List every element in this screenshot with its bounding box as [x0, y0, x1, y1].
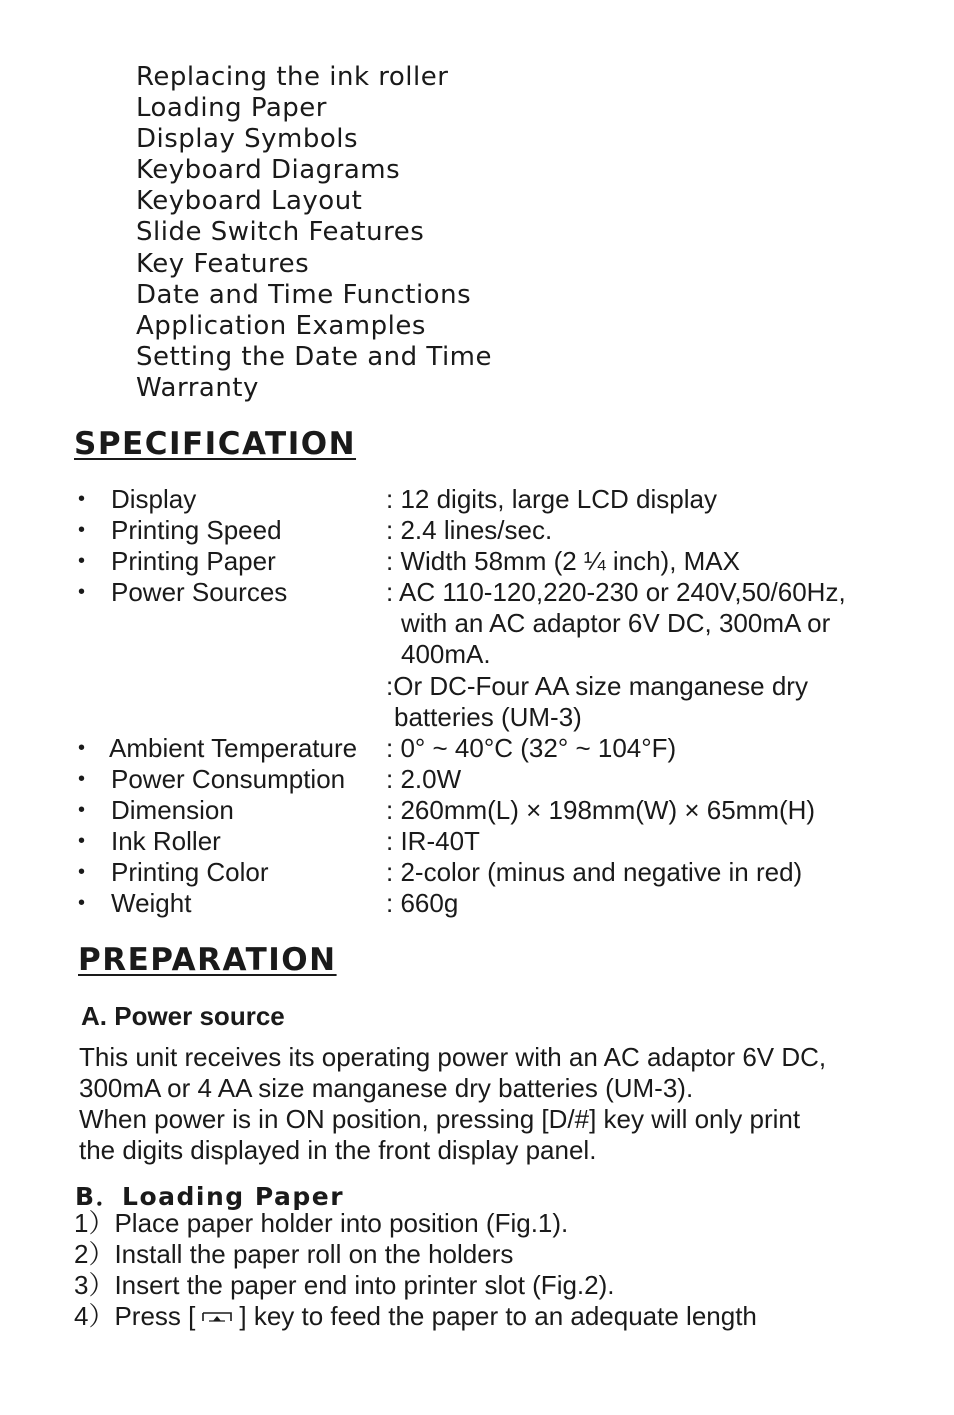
spec-row-continuation: [0, 639, 954, 670]
spec-value: with an AC adaptor 6V DC, 300mA or: [401, 608, 831, 639]
spec-label: Ambient Temperature: [109, 732, 358, 763]
spec-row-printing-color: [0, 857, 954, 888]
spec-row-continuation: [0, 608, 954, 639]
spec-label: Printing Color: [111, 857, 269, 888]
bullet-icon: •: [78, 830, 86, 853]
toc-item: Loading Paper: [136, 93, 327, 124]
spec-label: Power Sources: [111, 577, 288, 608]
step-item: [74, 1301, 757, 1332]
spec-value: : 2.4 lines/sec.: [386, 515, 553, 546]
spec-row-printing-paper: [0, 546, 954, 577]
spec-value: : 2.0W: [386, 763, 462, 794]
step-item: 2）Install the paper roll on the holders: [74, 1239, 514, 1270]
toc-item: Key Features: [136, 248, 310, 279]
loading-paper-heading: B．Loading Paper: [75, 1182, 345, 1211]
bullet-icon: •: [78, 488, 86, 510]
spec-label: Dimension: [111, 794, 234, 825]
paragraph-line: 300mA or 4 AA size manganese dry batteries (UM-3).: [79, 1073, 694, 1103]
toc-item: Setting the Date and Time: [136, 341, 493, 372]
step-item: 1）Place paper holder into position (Fig.1).: [74, 1208, 569, 1238]
bullet-icon: •: [78, 798, 86, 821]
bullet-icon: •: [78, 736, 86, 759]
spec-label: Printing Speed: [111, 515, 282, 546]
spec-row-printing-speed: [0, 515, 954, 546]
paragraph-line: This unit receives its operating power with an AC adaptor 6V DC,: [79, 1042, 827, 1072]
toc-item: Date and Time Functions: [136, 279, 472, 310]
spec-row-dimension: [0, 795, 954, 826]
preparation-heading: PREPARATION: [78, 942, 337, 978]
spec-row-display: [0, 484, 954, 515]
bullet-icon: •: [78, 581, 86, 604]
spec-label: Weight: [111, 888, 192, 919]
spec-row-ink-roller: [0, 826, 954, 857]
step-text: ] key to feed the paper to an adequate length: [239, 1301, 757, 1332]
table-of-contents: [136, 62, 492, 404]
specification-list: [0, 484, 954, 919]
toc-item: Display Symbols: [136, 124, 358, 155]
spec-value: : 2-color (minus and negative in red): [386, 857, 803, 888]
spec-label: Ink Roller: [111, 826, 221, 857]
spec-value: : Width 58mm (2 ¼ inch), MAX: [386, 546, 740, 577]
spec-value: : 260mm(L) × 198mm(W) × 65mm(H): [386, 794, 816, 825]
spec-row-continuation: [0, 702, 954, 733]
paragraph-line: the digits displayed in the front display panel.: [79, 1135, 597, 1165]
bullet-icon: •: [78, 550, 86, 573]
spec-row-continuation: [0, 671, 954, 702]
bullet-icon: •: [78, 767, 86, 790]
spec-label: Printing Paper: [111, 546, 276, 577]
step-text: 4）Press [: [74, 1301, 196, 1332]
toc-item: Warranty: [136, 372, 259, 403]
spec-label: Power Consumption: [111, 763, 346, 794]
paper-feed-key-icon: [201, 1303, 233, 1334]
step-item: 3）Insert the paper end into printer slot (Fig.2).: [74, 1270, 615, 1301]
spec-value: : 0° ~ 40°C (32° ~ 104°F): [386, 732, 677, 763]
toc-item: Application Examples: [136, 310, 426, 341]
bullet-icon: •: [78, 861, 86, 884]
spec-row-power-sources: [0, 577, 954, 608]
spec-value: : 660g: [386, 888, 459, 919]
toc-item: Keyboard Diagrams: [136, 155, 401, 186]
toc-item: Keyboard Layout: [136, 186, 363, 217]
loading-paper-steps: [74, 1208, 757, 1332]
bullet-icon: •: [78, 519, 86, 542]
spec-row-ambient-temperature: [0, 733, 954, 764]
spec-label: Display: [111, 484, 197, 514]
toc-item: Replacing the ink roller: [136, 62, 449, 92]
specification-heading: SPECIFICATION: [74, 426, 357, 462]
power-source-paragraph: [79, 1042, 826, 1166]
spec-value: : IR-40T: [386, 826, 480, 857]
spec-row-power-consumption: [0, 764, 954, 795]
bullet-icon: •: [78, 892, 86, 915]
spec-value: : AC 110-120,220-230 or 240V,50/60Hz,: [386, 577, 846, 608]
spec-value: batteries (UM-3): [394, 701, 582, 732]
spec-value: :Or DC-Four AA size manganese dry: [386, 670, 808, 701]
spec-value: 400mA.: [401, 639, 491, 670]
power-source-heading: A. Power source: [81, 1001, 285, 1031]
spec-row-weight: [0, 888, 954, 919]
spec-value: : 12 digits, large LCD display: [386, 484, 717, 514]
toc-item: Slide Switch Features: [136, 217, 425, 248]
paragraph-line: When power is in ON position, pressing [D/#] key will only print: [79, 1104, 801, 1134]
